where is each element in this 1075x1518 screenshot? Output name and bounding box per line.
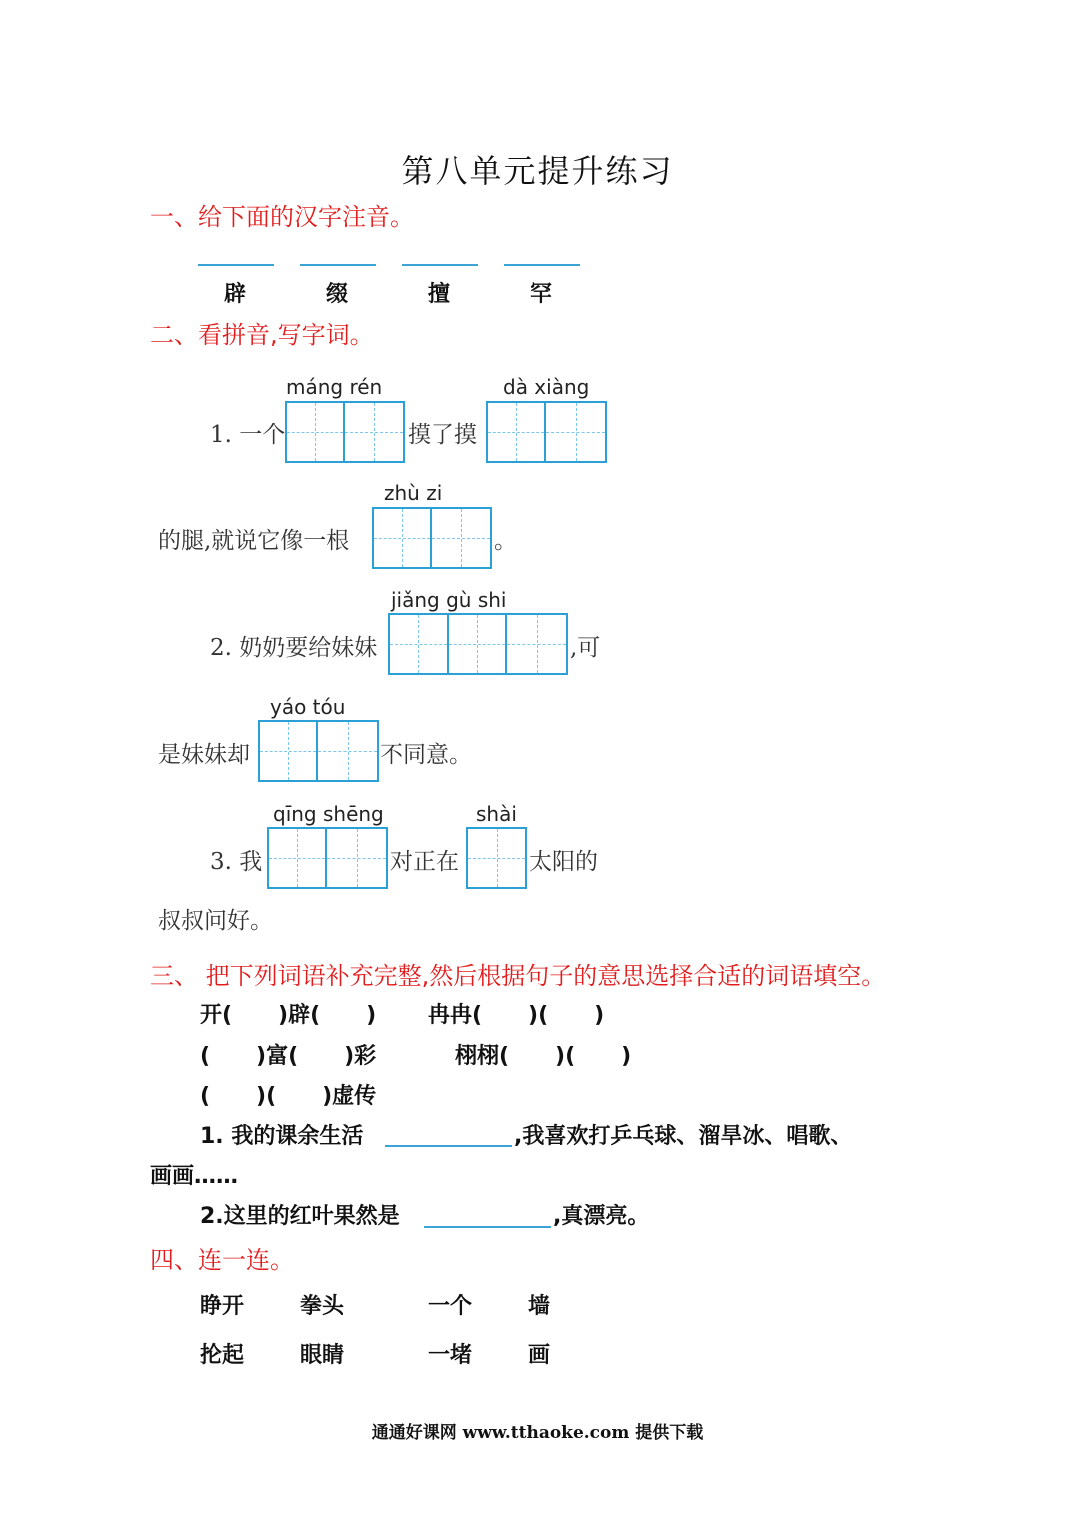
pinyin-zhuzi: zhù zi: [384, 481, 443, 505]
pinyin-mangren: máng rén: [286, 375, 383, 399]
idiom-1: 开( )辟( ): [200, 1003, 377, 1028]
pinyin-yaotou: yáo tóu: [270, 695, 346, 719]
q1-prefix: 1. 一个: [210, 422, 286, 448]
match-mid2-2[interactable]: 一堵: [428, 1343, 473, 1368]
idiom-3: ( )富( )彩: [200, 1044, 377, 1069]
sentence-2-start: 2.这里的红叶果然是: [200, 1204, 400, 1229]
sentence-2-end: ,真漂亮。: [553, 1204, 650, 1229]
section-4-heading: 四、连一连。: [150, 1246, 294, 1274]
char-4: 罕: [530, 282, 553, 307]
q2-suffix: ,可: [570, 635, 601, 661]
section-1-heading: 一、给下面的汉字注音。: [150, 203, 414, 231]
match-left-1[interactable]: 睁开: [200, 1294, 245, 1319]
q3-line2: 叔叔问好。: [158, 908, 273, 934]
hanzi-grid-jianggushi[interactable]: [388, 613, 568, 675]
grid-cell[interactable]: [449, 615, 508, 673]
hanzi-grid-qingsheng[interactable]: [267, 827, 388, 889]
pinyin-shai: shài: [476, 802, 517, 826]
match-right-1[interactable]: 墙: [528, 1294, 551, 1319]
grid-cell[interactable]: [390, 615, 449, 673]
grid-cell[interactable]: [269, 829, 327, 887]
hanzi-grid-yaotou[interactable]: [258, 720, 379, 782]
grid-cell[interactable]: [345, 403, 403, 461]
match-mid-1[interactable]: 拳头: [300, 1294, 345, 1319]
grid-cell[interactable]: [318, 722, 377, 780]
hanzi-grid-zhuzi[interactable]: [372, 507, 492, 569]
char-1: 辟: [224, 282, 247, 307]
pinyin-blank-4[interactable]: [504, 264, 580, 266]
q1-mid: 摸了摸: [408, 422, 477, 448]
section-3-heading: 三、 把下列词语补充完整,然后根据句子的意思选择合适的词语填空。: [150, 962, 886, 990]
hanzi-grid-mangren[interactable]: [285, 401, 405, 463]
match-mid2-1[interactable]: 一个: [428, 1294, 473, 1319]
hanzi-grid-shai[interactable]: [466, 827, 527, 889]
q3-mid: 对正在: [390, 849, 459, 875]
q1-end: 。: [494, 528, 517, 554]
grid-cell[interactable]: [432, 509, 490, 567]
idiom-2: 冉冉( )( ): [428, 1003, 605, 1028]
pinyin-jianggushi: jiǎng gù shi: [391, 588, 507, 612]
grid-cell[interactable]: [260, 722, 318, 780]
section-2-heading: 二、看拼音,写字词。: [150, 321, 374, 349]
hanzi-grid-daxiang[interactable]: [486, 401, 607, 463]
q3-suffix: 太阳的: [529, 849, 598, 875]
idiom-4: 栩栩( )( ): [455, 1044, 632, 1069]
char-2: 缀: [326, 282, 349, 307]
idiom-5: ( )( )虚传: [200, 1084, 377, 1109]
sentence-1-start: 1. 我的课余生活: [200, 1124, 364, 1149]
q1-line2: 的腿,就说它像一根: [158, 528, 350, 554]
q3-prefix: 3. 我: [210, 849, 263, 875]
pinyin-blank-3[interactable]: [402, 264, 478, 266]
q2-prefix: 2. 奶奶要给妹妹: [210, 635, 378, 661]
pinyin-daxiang: dà xiàng: [503, 375, 590, 399]
char-3: 擅: [428, 282, 451, 307]
grid-cell[interactable]: [327, 829, 386, 887]
pinyin-blank-1[interactable]: [198, 264, 274, 266]
sentence-1-continued: 画画……: [150, 1164, 239, 1189]
grid-cell[interactable]: [287, 403, 345, 461]
grid-cell[interactable]: [507, 615, 566, 673]
match-left-2[interactable]: 抡起: [200, 1343, 245, 1368]
sentence-1-end: ,我喜欢打乒乓球、溜旱冰、唱歌、: [514, 1124, 853, 1149]
q2-line2: 是妹妹却: [158, 742, 250, 768]
grid-cell[interactable]: [468, 829, 525, 887]
page-title: 第八单元提升练习: [401, 152, 674, 190]
q2-end: 不同意。: [380, 742, 472, 768]
sentence-1-blank[interactable]: [385, 1145, 512, 1147]
grid-cell[interactable]: [546, 403, 605, 461]
pinyin-qingsheng: qīng shēng: [273, 802, 384, 826]
match-mid-2[interactable]: 眼睛: [300, 1343, 345, 1368]
grid-cell[interactable]: [374, 509, 432, 567]
footer-text: 通通好课网 www.tthaoke.com 提供下载: [371, 1423, 704, 1443]
pinyin-blank-2[interactable]: [300, 264, 376, 266]
grid-cell[interactable]: [488, 403, 546, 461]
match-right-2[interactable]: 画: [528, 1343, 551, 1368]
sentence-2-blank[interactable]: [424, 1226, 551, 1228]
